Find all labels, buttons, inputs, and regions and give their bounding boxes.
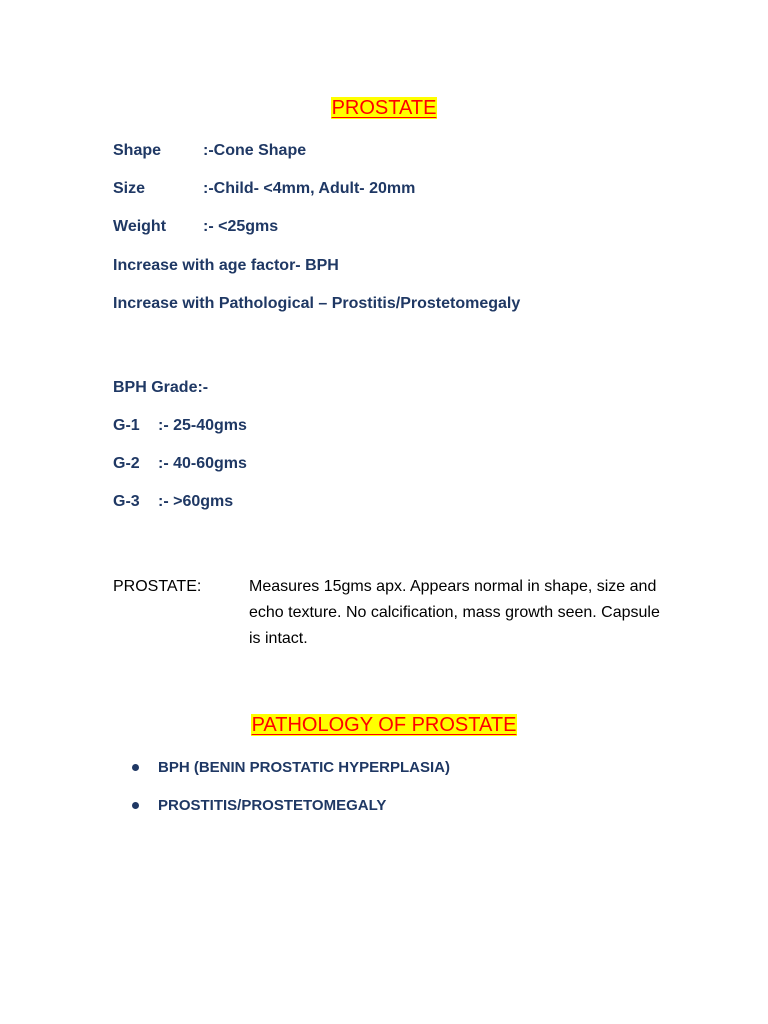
- pathology-title: [0, 713, 768, 737]
- property-label: Weight: [113, 218, 167, 235]
- pathology-title-text: PATHOLOGY OF PROSTATE: [251, 714, 517, 736]
- list-item-text: PROSTITIS/PROSTETOMEGALY: [158, 797, 387, 814]
- grade-row: [113, 492, 234, 512]
- bullet-icon: [132, 764, 139, 771]
- report-label: PROSTATE:: [113, 578, 202, 595]
- grade-row: [113, 416, 247, 436]
- property-value: :-Cone Shape: [203, 142, 307, 159]
- grade-value: :- 25-40gms: [158, 417, 247, 434]
- list-item: [132, 758, 450, 796]
- report-text: Measures 15gms apx. Appears normal in shape, size and echo texture. No calcification, mass growth seen. Capsule is intact.: [249, 578, 660, 647]
- grade-value: :- 40-60gms: [158, 455, 247, 472]
- pathology-list: [132, 758, 450, 834]
- property-label: Size: [113, 180, 146, 197]
- note-age-factor: Increase with age factor- BPH: [113, 257, 339, 274]
- bullet-icon: [132, 802, 139, 809]
- grade-row: [113, 454, 247, 474]
- property-size: [113, 179, 416, 199]
- list-item-text: BPH (BENIN PROSTATIC HYPERPLASIA): [158, 759, 450, 776]
- grade-label: G-3: [113, 493, 140, 510]
- note-pathological: Increase with Pathological – Prostitis/Prostetomegaly: [113, 295, 521, 312]
- property-value: :-Child- <4mm, Adult- 20mm: [203, 180, 416, 197]
- property-shape: [113, 141, 307, 161]
- property-value: :- <25gms: [203, 218, 279, 235]
- property-weight: [113, 217, 279, 237]
- grade-label: G-1: [113, 417, 140, 434]
- property-label: Shape: [113, 142, 162, 159]
- grade-label: G-2: [113, 455, 140, 472]
- grade-value: :- >60gms: [158, 493, 234, 510]
- grade-title: BPH Grade:-: [113, 379, 209, 396]
- list-item: [132, 796, 450, 834]
- page-title: [0, 96, 768, 120]
- page-title-text: PROSTATE: [331, 97, 437, 119]
